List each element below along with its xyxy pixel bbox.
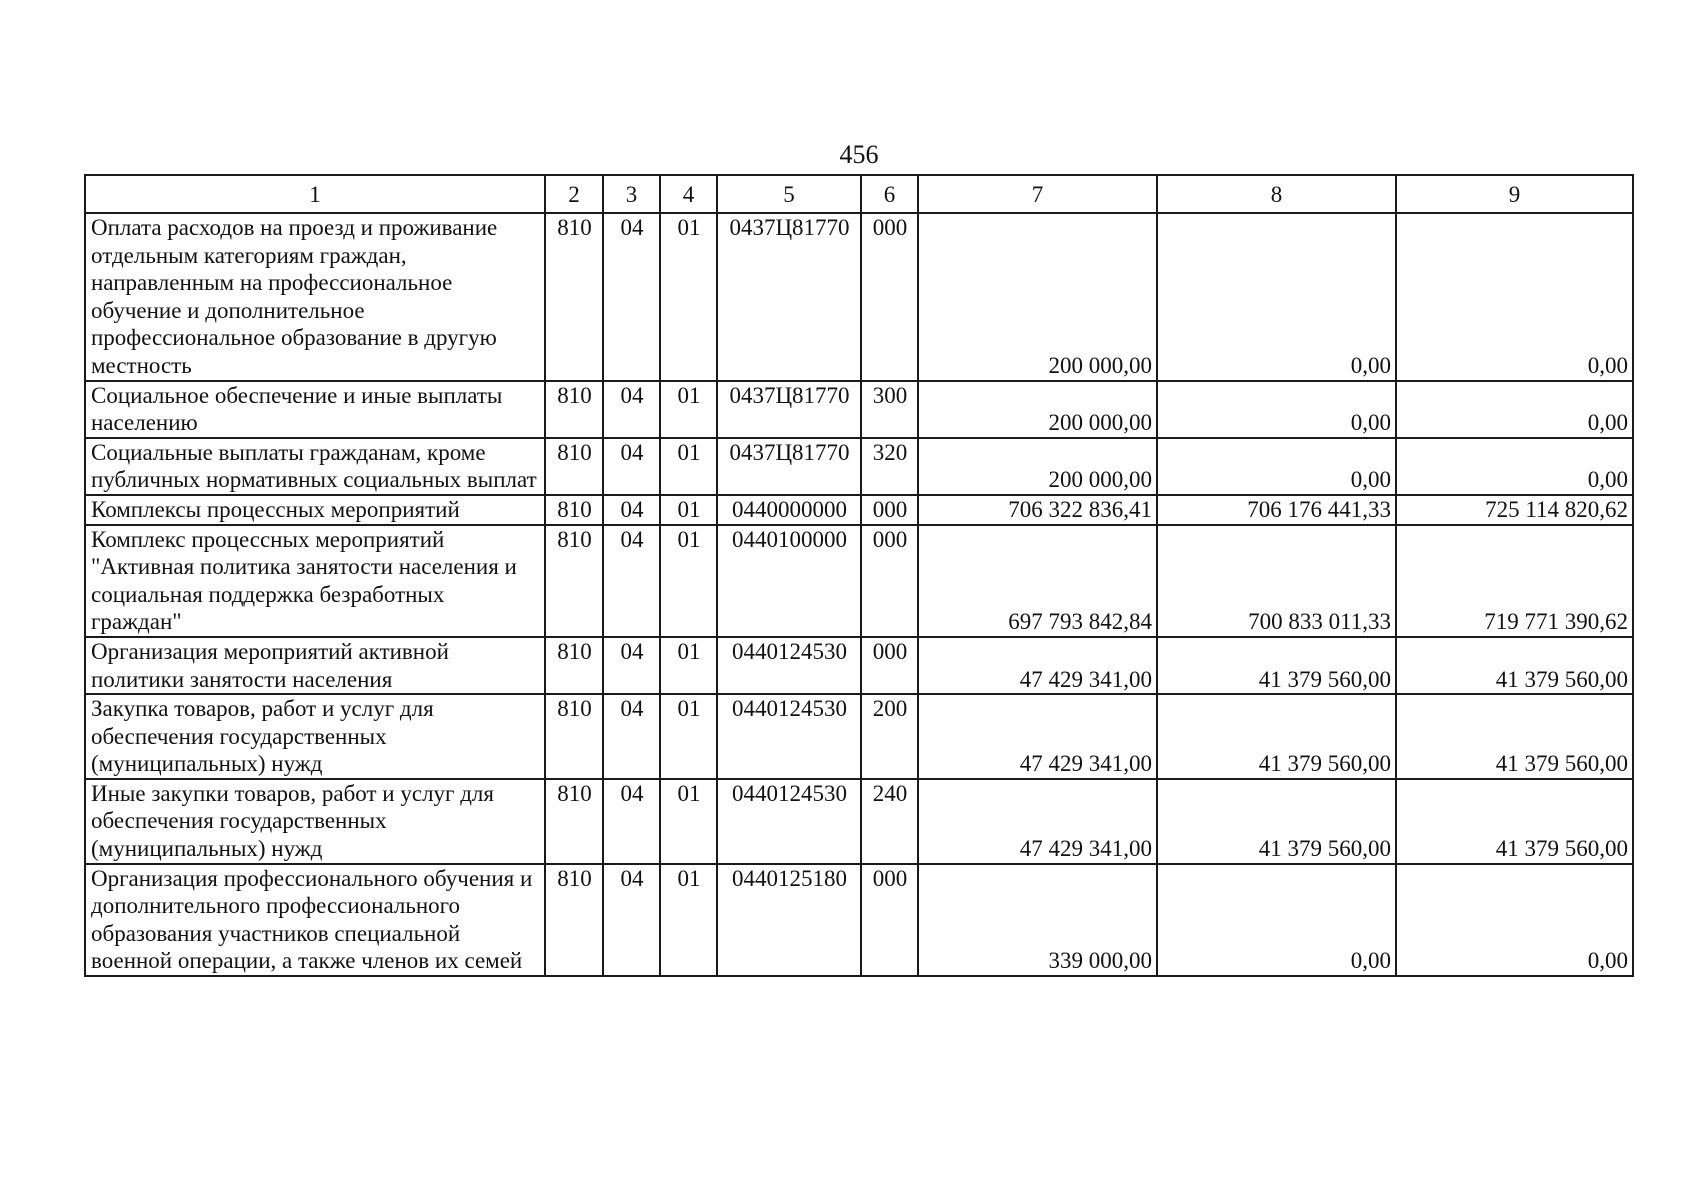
col-4-value: 01 [660, 637, 717, 694]
header-cell-8: 8 [1157, 175, 1396, 213]
col-5-value: 0440125180 [717, 864, 861, 976]
col-5-value: 0437Ц81770 [717, 213, 861, 381]
table-row [85, 637, 1633, 694]
table-row [85, 864, 1633, 976]
col-5-value: 0440124530 [717, 637, 861, 694]
col-8-amount: 41 379 560,00 [1157, 694, 1396, 779]
header-row [85, 175, 1633, 213]
col-4-value: 01 [660, 438, 717, 495]
header-cell-2: 2 [545, 175, 603, 213]
col-2-value: 810 [545, 438, 603, 495]
col-2-value: 810 [545, 637, 603, 694]
col-9-amount: 725 114 820,62 [1396, 495, 1633, 525]
table-row [85, 213, 1633, 381]
col-4-value: 01 [660, 525, 717, 637]
col-2-value: 810 [545, 381, 603, 438]
col-9-amount: 0,00 [1396, 864, 1633, 976]
col-3-value: 04 [603, 779, 660, 864]
col-5-value: 0440000000 [717, 495, 861, 525]
budget-table [84, 174, 1634, 977]
row-name: Закупка товаров, работ и услуг для обеспечения государственных (муниципальных) нужд [85, 694, 545, 779]
table-row [85, 438, 1633, 495]
col-8-amount: 41 379 560,00 [1157, 779, 1396, 864]
col-2-value: 810 [545, 525, 603, 637]
row-name: Иные закупки товаров, работ и услуг для обеспечения государственных (муниципальных) нужд [85, 779, 545, 864]
col-8-amount: 0,00 [1157, 864, 1396, 976]
col-3-value: 04 [603, 381, 660, 438]
col-2-value: 810 [545, 495, 603, 525]
col-7-amount: 47 429 341,00 [918, 694, 1157, 779]
col-3-value: 04 [603, 438, 660, 495]
col-4-value: 01 [660, 779, 717, 864]
col-2-value: 810 [545, 694, 603, 779]
row-name: Комплекс процессных мероприятий "Активная политика занятости населения и социальная поддержка безработных граждан" [85, 525, 545, 637]
header-cell-9: 9 [1396, 175, 1633, 213]
col-4-value: 01 [660, 381, 717, 438]
row-name: Организация профессионального обучения и дополнительного профессионального образования участников специальной военной операции, а также членов их семей [85, 864, 545, 976]
col-2-value: 810 [545, 779, 603, 864]
table-row [85, 779, 1633, 864]
col-5-value: 0440124530 [717, 694, 861, 779]
col-7-amount: 47 429 341,00 [918, 637, 1157, 694]
header-cell-4: 4 [660, 175, 717, 213]
col-6-value: 200 [861, 694, 918, 779]
col-9-amount: 41 379 560,00 [1396, 694, 1633, 779]
col-4-value: 01 [660, 864, 717, 976]
table-row [85, 525, 1633, 637]
col-3-value: 04 [603, 694, 660, 779]
col-7-amount: 200 000,00 [918, 438, 1157, 495]
col-9-amount: 0,00 [1396, 381, 1633, 438]
table-row [85, 495, 1633, 525]
col-7-amount: 706 322 836,41 [918, 495, 1157, 525]
col-9-amount: 0,00 [1396, 438, 1633, 495]
col-6-value: 320 [861, 438, 918, 495]
col-6-value: 000 [861, 637, 918, 694]
col-7-amount: 200 000,00 [918, 381, 1157, 438]
col-9-amount: 719 771 390,62 [1396, 525, 1633, 637]
header-cell-1: 1 [85, 175, 545, 213]
col-3-value: 04 [603, 495, 660, 525]
col-2-value: 810 [545, 864, 603, 976]
col-3-value: 04 [603, 864, 660, 976]
col-4-value: 01 [660, 495, 717, 525]
col-3-value: 04 [603, 525, 660, 637]
row-name: Социальные выплаты гражданам, кроме публичных нормативных социальных выплат [85, 438, 545, 495]
col-8-amount: 41 379 560,00 [1157, 637, 1396, 694]
table-row [85, 694, 1633, 779]
col-6-value: 300 [861, 381, 918, 438]
col-7-amount: 339 000,00 [918, 864, 1157, 976]
col-3-value: 04 [603, 637, 660, 694]
col-9-amount: 41 379 560,00 [1396, 637, 1633, 694]
col-5-value: 0440100000 [717, 525, 861, 637]
col-6-value: 000 [861, 525, 918, 637]
col-7-amount: 200 000,00 [918, 213, 1157, 381]
col-9-amount: 41 379 560,00 [1396, 779, 1633, 864]
table-row [85, 381, 1633, 438]
row-name: Организация мероприятий активной политики занятости населения [85, 637, 545, 694]
row-name: Социальное обеспечение и иные выплаты населению [85, 381, 545, 438]
col-5-value: 0437Ц81770 [717, 438, 861, 495]
col-8-amount: 0,00 [1157, 381, 1396, 438]
page-number: 456 [839, 140, 879, 169]
col-8-amount: 0,00 [1157, 213, 1396, 381]
header-cell-5: 5 [717, 175, 861, 213]
col-6-value: 000 [861, 864, 918, 976]
header-cell-6: 6 [861, 175, 918, 213]
col-2-value: 810 [545, 213, 603, 381]
col-6-value: 000 [861, 495, 918, 525]
col-4-value: 01 [660, 694, 717, 779]
row-name: Оплата расходов на проезд и проживание отдельным категориям граждан, направленным на профессиональное обучение и дополнительное профессиональное образование в другую местность [85, 213, 545, 381]
col-4-value: 01 [660, 213, 717, 381]
col-8-amount: 0,00 [1157, 438, 1396, 495]
col-3-value: 04 [603, 213, 660, 381]
header-cell-3: 3 [603, 175, 660, 213]
col-9-amount: 0,00 [1396, 213, 1633, 381]
header-cell-7: 7 [918, 175, 1157, 213]
col-8-amount: 700 833 011,33 [1157, 525, 1396, 637]
col-8-amount: 706 176 441,33 [1157, 495, 1396, 525]
col-6-value: 000 [861, 213, 918, 381]
col-6-value: 240 [861, 779, 918, 864]
col-5-value: 0440124530 [717, 779, 861, 864]
col-5-value: 0437Ц81770 [717, 381, 861, 438]
row-name: Комплексы процессных мероприятий [85, 495, 545, 525]
col-7-amount: 697 793 842,84 [918, 525, 1157, 637]
col-7-amount: 47 429 341,00 [918, 779, 1157, 864]
